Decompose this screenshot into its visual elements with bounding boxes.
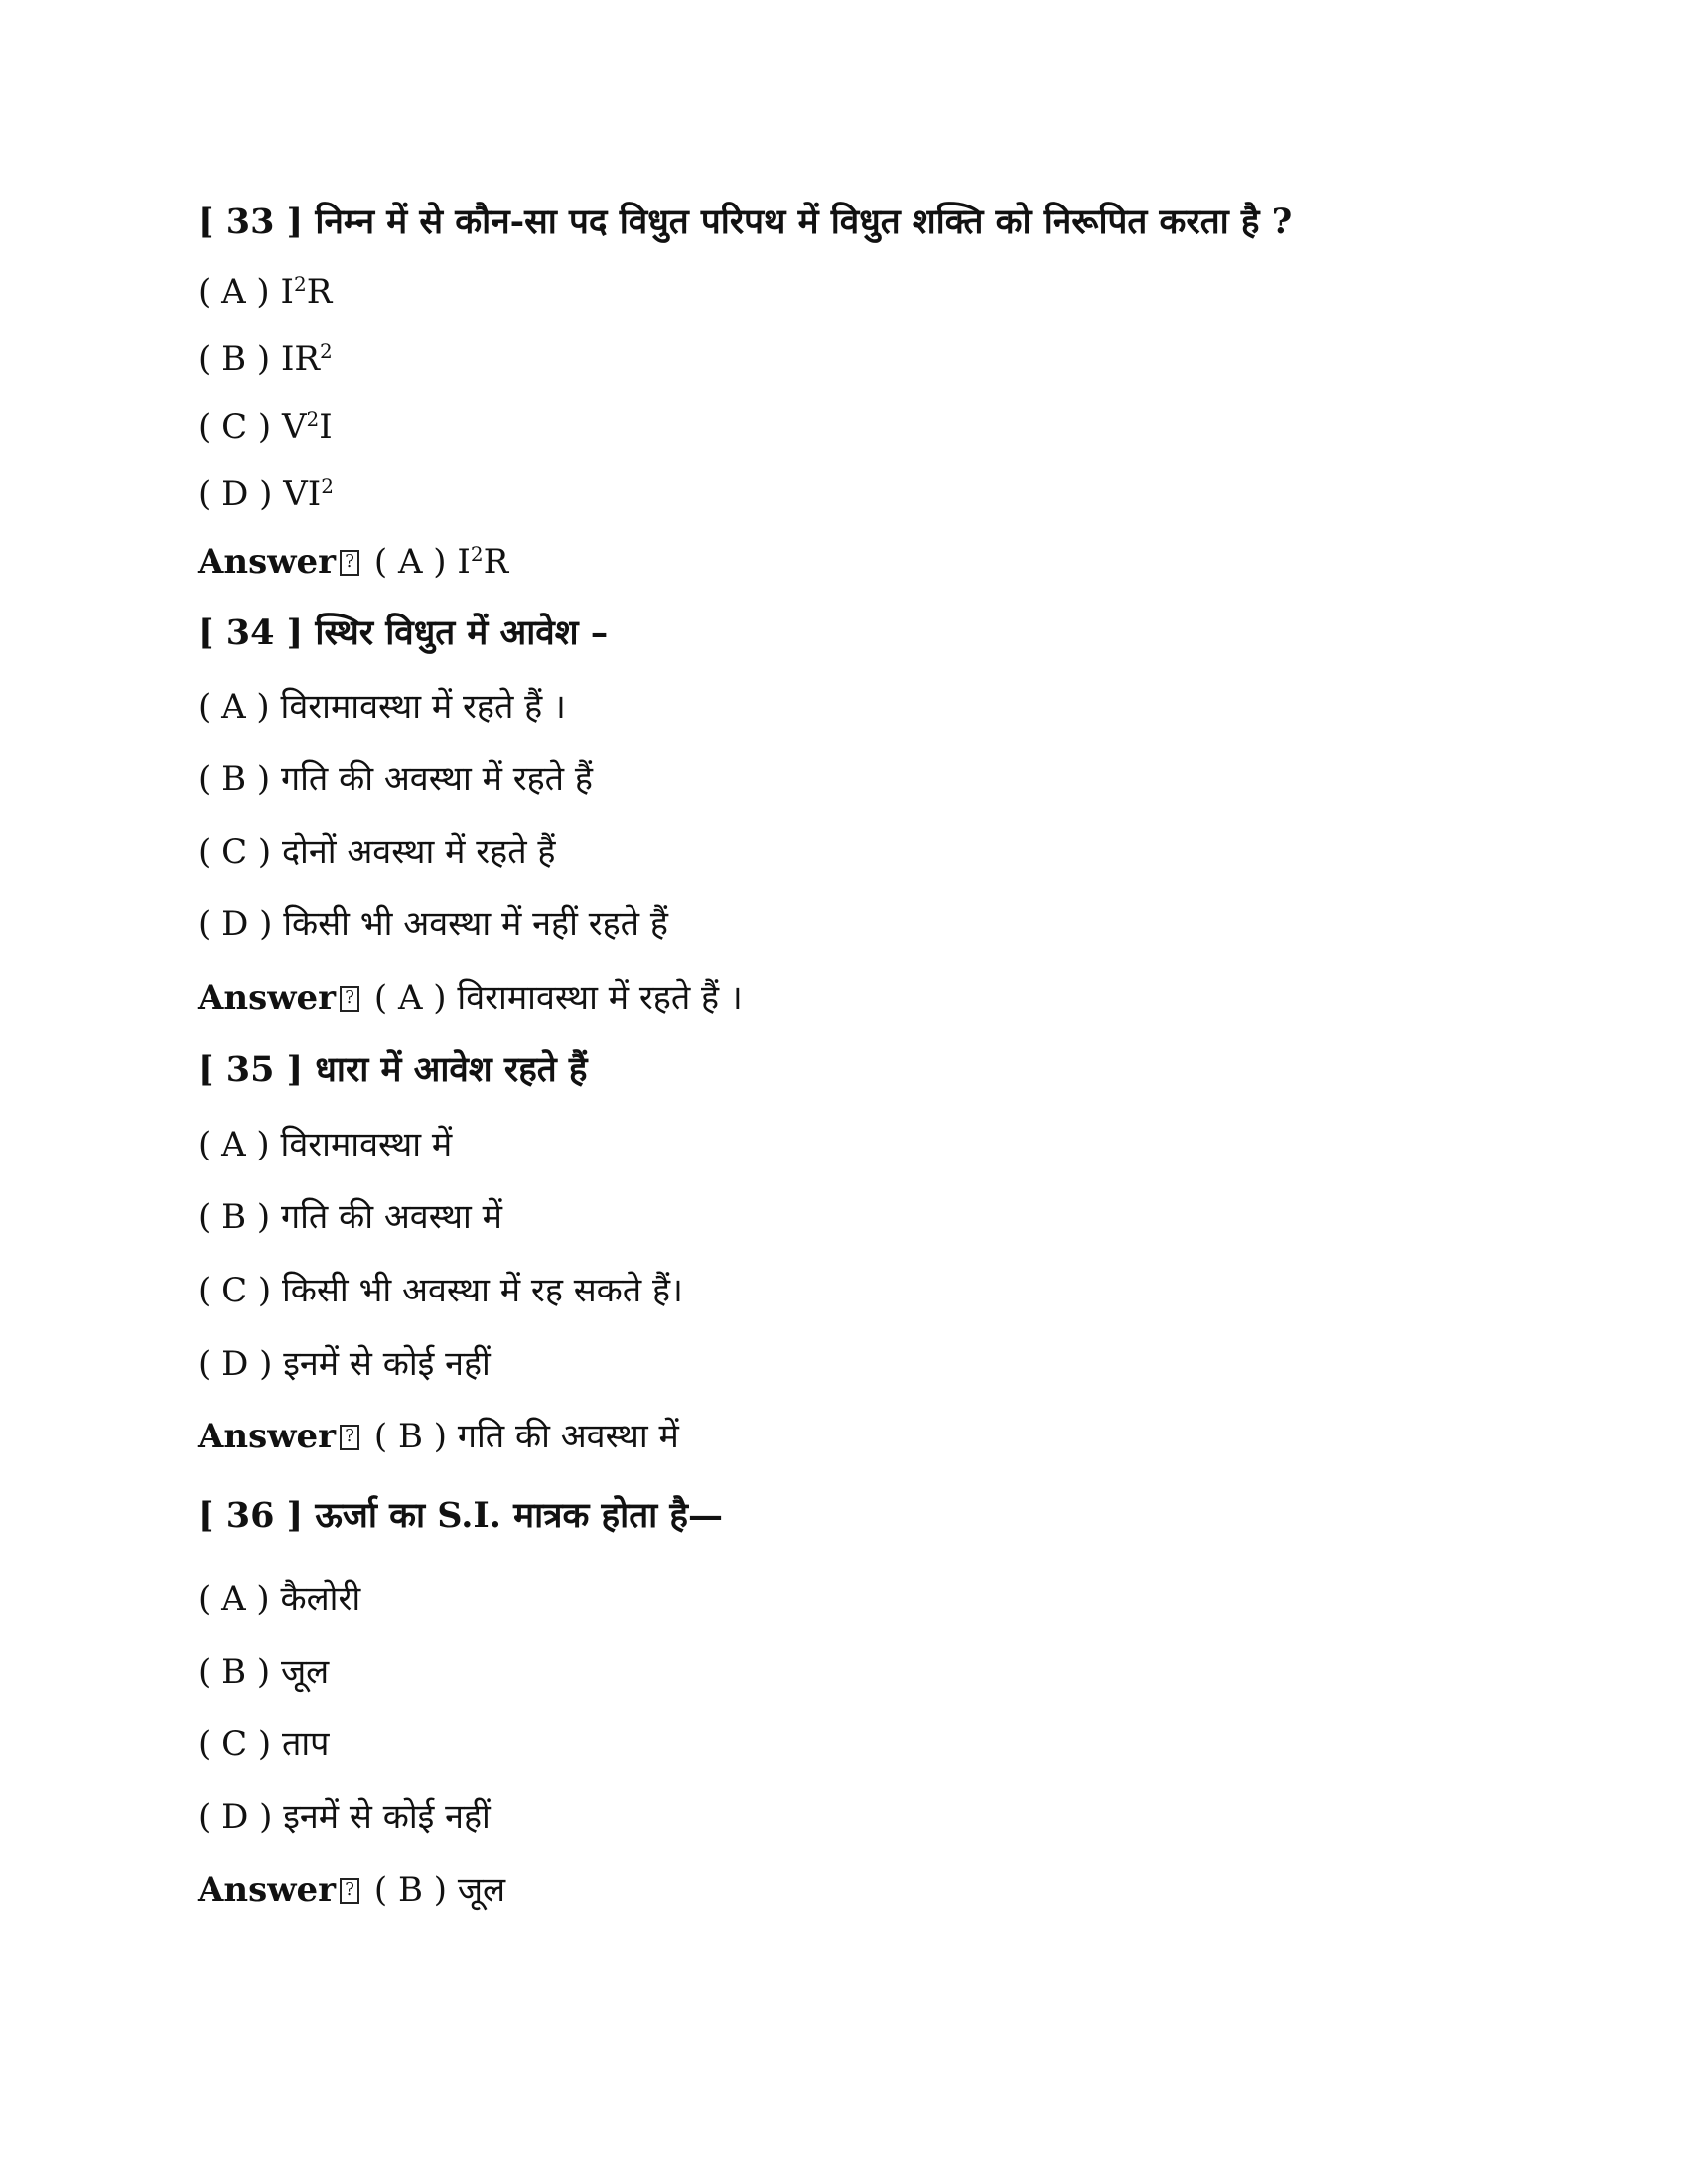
answer-34 [198,976,743,1020]
question-33 [198,201,1292,244]
answer-35 [198,1415,679,1458]
answer-option: ( B ) [373,1870,448,1910]
missing-glyph-icon [340,550,359,576]
option-text: $IR^2$ [280,340,333,379]
answer-option: ( A ) [373,542,447,582]
answer-label: Answer [198,1417,337,1456]
missing-glyph-icon [340,1425,359,1450]
option-text: कैलोरी [280,1579,361,1619]
option-text: $VI^2$ [283,475,334,514]
option-label: ( A ) [198,1579,270,1619]
option-text: विरामावस्था में [280,1125,453,1164]
answer-label: Answer [198,978,337,1018]
option-text: ताप [281,1724,330,1764]
option-text: दोनों अवस्था में रहते हैं [281,832,556,872]
option-text: जूल [280,1652,330,1692]
question-number: [ 36 ] [198,1495,304,1536]
question-number: [ 33 ] [198,202,304,242]
option-label: ( C ) [198,1271,272,1310]
question-text: निम्न में से कौन-सा पद विधुत परिपथ में विधुत शक्ति को निरूपित करता है ? [315,202,1293,242]
question-number: [ 34 ] [198,613,304,653]
option-text: किसी भी अवस्था में नहीं रहते हैं [283,904,668,944]
answer-text: गति की अवस्था में [457,1417,679,1456]
option-36-c [198,1722,329,1766]
option-label: ( D ) [198,1344,273,1384]
question-36 [198,1494,723,1538]
question-text: धारा में आवेश रहते हैं [315,1049,588,1090]
option-label: ( C ) [198,407,272,447]
option-36-d [198,1795,491,1839]
option-33-c [198,405,333,449]
option-35-b [198,1195,502,1239]
option-label: ( A ) [198,1125,270,1164]
option-text: $I^2R$ [280,272,333,312]
missing-glyph-icon [340,986,359,1012]
question-text: ऊर्जा का S.I. मात्रक होता है— [315,1495,723,1536]
option-label: ( D ) [198,904,273,944]
option-label: ( D ) [198,475,273,514]
option-label: ( B ) [198,1652,271,1692]
question-34 [198,612,608,655]
option-text: इनमें से कोई नहीं [283,1344,491,1384]
option-label: ( A ) [198,272,270,312]
option-text: इनमें से कोई नहीं [283,1797,491,1837]
option-35-a [198,1123,452,1166]
answer-label: Answer [198,542,337,582]
missing-glyph-icon [340,1878,359,1904]
option-33-b [198,338,333,381]
answer-text: विरामावस्था में रहते हैं । [457,978,743,1018]
answer-text: $I^2R$ [457,542,509,582]
option-35-c [198,1269,683,1312]
option-text: किसी भी अवस्था में रह सकते हैं। [281,1271,683,1310]
option-label: ( B ) [198,340,271,379]
question-35 [198,1048,588,1092]
question-text: स्थिर विधुत में आवेश – [315,613,609,653]
question-number: [ 35 ] [198,1049,304,1090]
option-label: ( B ) [198,1197,271,1237]
option-label: ( C ) [198,1724,272,1764]
option-35-d [198,1342,491,1386]
option-text: गति की अवस्था में [280,1197,502,1237]
option-text: $V^2I$ [281,407,333,447]
option-text: विरामावस्था में रहते हैं । [280,687,566,727]
option-34-d [198,902,668,946]
option-label: ( C ) [198,832,272,872]
answer-option: ( A ) [373,978,447,1018]
option-label: ( A ) [198,687,270,727]
answer-text: जूल [457,1870,506,1910]
option-label: ( B ) [198,759,271,799]
option-36-b [198,1650,329,1694]
answer-label: Answer [198,1870,337,1910]
option-34-b [198,757,593,801]
option-33-d [198,473,334,516]
option-text: गति की अवस्था में रहते हैं [280,759,593,799]
answer-36 [198,1868,505,1912]
answer-option: ( B ) [373,1417,448,1456]
answer-33 [198,540,508,584]
option-label: ( D ) [198,1797,273,1837]
option-36-a [198,1577,360,1621]
option-34-c [198,830,555,874]
option-34-a [198,685,566,729]
option-33-a [198,270,332,314]
